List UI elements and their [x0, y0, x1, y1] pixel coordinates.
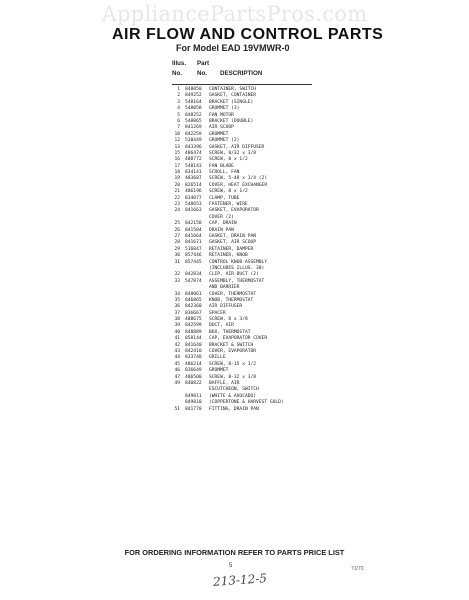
part-number: 486500 — [185, 374, 202, 380]
illus-number: 19 — [174, 176, 180, 182]
illus-number: 6 — [177, 118, 180, 124]
part-description: CONTAINER, SWITCH — [209, 87, 257, 92]
part-number: 842599 — [185, 323, 202, 329]
part-number: 834077 — [185, 195, 202, 201]
part-description: BOX, THERMOSTAT — [209, 329, 251, 335]
part-description: SCREW, 8 x 3/8 — [209, 317, 248, 323]
part-description: GROMMET — [209, 368, 229, 374]
part-description: GRILLE — [209, 355, 226, 361]
illus-number: 22 — [174, 195, 180, 201]
part-number: 836667 — [185, 310, 202, 316]
part-number: 486214 — [185, 361, 202, 367]
part-number: 849810 — [185, 400, 202, 406]
part-number: 857446 — [185, 253, 202, 259]
part-description: SCREW, 8-32 x 3/8 — [209, 374, 257, 380]
ordering-note: FOR ORDERING INFORMATION REFER TO PARTS PRICE LIST — [124, 548, 345, 557]
part-number: 483687 — [185, 176, 202, 182]
part-description: BRACKET (SINGLE) — [209, 99, 254, 105]
illus-number: 1 — [177, 87, 180, 92]
part-number: 849252 — [185, 93, 202, 99]
part-description: FASTENER, WIRE — [209, 202, 248, 208]
part-number: 849811 — [185, 393, 202, 399]
part-description: ASSEMBLY, THERMOSTAT — [209, 278, 265, 284]
part-number: 548164 — [185, 99, 202, 105]
part-number: 841504 — [185, 227, 202, 233]
part-description: AIR SCOOP — [209, 125, 234, 131]
watermark: AppliancePartsPros.com — [101, 2, 368, 26]
illus-number: 27 — [174, 233, 180, 239]
header-part-no: No. — [197, 70, 207, 77]
header-rule — [172, 84, 312, 85]
part-description: GROMMET — [209, 131, 229, 137]
illus-number: 32 — [174, 272, 180, 278]
part-number: 858144 — [185, 336, 202, 342]
part-number: 848252 — [185, 112, 202, 118]
part-description: SCREW, 8 x 1/2 — [209, 189, 248, 195]
illus-number: 51 — [174, 406, 180, 412]
part-number: 857445 — [185, 259, 202, 265]
part-description: COVER, HEAT EXCHANGER — [209, 182, 268, 188]
part-description: COVER (2) — [209, 214, 234, 220]
part-description: RETAINER, DAMPER — [209, 246, 254, 252]
part-description: GASKET, CONTAINER — [209, 93, 257, 99]
part-description: DRAIN PAN — [209, 227, 234, 233]
illus-number: 24 — [174, 208, 180, 214]
part-description: GROMMET (2) — [209, 138, 240, 144]
part-number: 538449 — [185, 138, 202, 144]
part-description: CAP, EVAPORATOR COVER — [209, 336, 268, 342]
illus-number: 10 — [174, 131, 180, 137]
illus-number: 37 — [174, 310, 180, 316]
illus-number: 42 — [174, 342, 180, 348]
illus-number: 28 — [174, 240, 180, 246]
part-number: 840822 — [185, 380, 202, 386]
illus-number: 17 — [174, 163, 180, 169]
illus-number: 26 — [174, 227, 180, 233]
part-number: 547874 — [185, 278, 202, 284]
illus-number: 21 — [174, 189, 180, 195]
illus-number: 18 — [174, 170, 180, 176]
part-number: 841640 — [185, 342, 202, 348]
part-description: GASKET, AIR DIFFUSER — [209, 144, 265, 150]
header-description: DESCRIPTION — [220, 70, 263, 77]
part-number: 488772 — [185, 157, 202, 163]
part-number: 826514 — [185, 182, 202, 188]
illus-number: 12 — [174, 138, 180, 144]
illus-number: 3 — [177, 99, 180, 105]
part-description: (WHITE & AVOCADO) — [209, 393, 257, 399]
part-number: 833740 — [185, 355, 202, 361]
part-description: GASKET, EVAPORATOR — [209, 208, 259, 214]
part-number: 848050 — [185, 87, 202, 92]
model-subtitle: For Model EAD 19VMWR-0 — [176, 43, 290, 53]
illus-number: 41 — [174, 336, 180, 342]
illus-number: 7 — [177, 125, 180, 131]
part-description: FAN MOTOR — [209, 112, 234, 118]
header-illus-no: No. — [172, 70, 182, 77]
part-number: 848061 — [185, 291, 202, 297]
part-description: CLIP, AIR DUCT (2) — [209, 272, 259, 278]
part-number: 841770 — [185, 406, 202, 412]
part-description: SCROLL, FAN — [209, 170, 240, 176]
part-description: FAN BLADE — [209, 163, 234, 169]
part-number: 842410 — [185, 349, 202, 355]
illus-number: 47 — [174, 374, 180, 380]
part-number: 548058 — [185, 106, 202, 112]
part-description: RETAINER, KNOB — [209, 253, 248, 259]
part-number: 841671 — [185, 240, 202, 246]
illus-number: 34 — [174, 291, 180, 297]
header-part: Part — [197, 60, 210, 67]
part-description: SCREW, 8-15 x 1/2 — [209, 361, 257, 367]
illus-number: 49 — [174, 380, 180, 386]
illus-number: 44 — [174, 355, 180, 361]
illus-number: 45 — [174, 361, 180, 367]
illus-number: 30 — [174, 253, 180, 259]
part-number: 842259 — [185, 131, 202, 137]
part-description: DUCT, AIR — [209, 323, 234, 329]
part-description: GROMMET (3) — [209, 106, 240, 112]
part-number: 486474 — [185, 150, 202, 156]
part-number: 548143 — [185, 163, 202, 169]
part-number: 836649 — [185, 368, 202, 374]
part-description: SCREW, 5-48 x 1/4 (2) — [209, 176, 268, 182]
illus-number: 15 — [174, 150, 180, 156]
part-number: 843396 — [185, 144, 202, 150]
part-number: 486196 — [185, 189, 202, 195]
part-description: FITTING, DRAIN PAN — [209, 406, 259, 412]
illus-number: 16 — [174, 157, 180, 163]
illus-number: 23 — [174, 202, 180, 208]
part-number: 488675 — [185, 317, 202, 323]
part-number: 516047 — [185, 246, 202, 252]
part-description: COVER, THERMOSTAT — [209, 291, 257, 297]
illus-number: 5 — [177, 112, 180, 118]
part-number: 834141 — [185, 170, 202, 176]
illus-number: 20 — [174, 182, 180, 188]
document-code: 71/70 — [351, 566, 364, 572]
part-description: CONTROL KNOB ASSEMBLY — [209, 259, 268, 265]
part-row — [172, 407, 322, 413]
part-description: GASKET, AIR SCOOP — [209, 240, 257, 246]
part-description: GASKET, DRAIN PAN — [209, 233, 257, 239]
illus-number: 2 — [177, 93, 180, 99]
header-illus: Illus. — [172, 60, 187, 67]
part-description: BAFFLE, AIR — [209, 380, 240, 386]
part-number: 548653 — [185, 202, 202, 208]
part-number: 841269 — [185, 125, 202, 131]
part-description: SCREW, 8 x 1/2 — [209, 157, 248, 163]
illus-number: 4 — [177, 106, 180, 112]
part-number: 841663 — [185, 208, 202, 214]
illus-number: 46 — [174, 368, 180, 374]
illus-number: 31 — [174, 259, 180, 265]
page-number: 5 — [229, 563, 233, 569]
part-description: SPACER — [209, 310, 226, 316]
part-description: SCREW, 8/32 x 3/8 — [209, 150, 257, 156]
part-description: ESCUTCHEON, SWITCH — [209, 387, 259, 393]
part-number: 548065 — [185, 118, 202, 124]
illus-number: 13 — [174, 144, 180, 150]
part-number: 842834 — [185, 272, 202, 278]
part-description: COVER, EVAPORATOR — [209, 349, 257, 355]
illus-number: 39 — [174, 323, 180, 329]
part-description: (INCLUDES ILLUS. 30) — [209, 265, 265, 271]
illus-number: 40 — [174, 329, 180, 335]
illus-number: 38 — [174, 317, 180, 323]
part-description: BRACKET & SWITCH — [209, 342, 254, 348]
handwritten-note: 213-12-5 — [212, 571, 268, 589]
part-number: 841664 — [185, 233, 202, 239]
parts-list — [172, 87, 322, 413]
part-number: 848889 — [185, 329, 202, 335]
illus-number: 29 — [174, 246, 180, 252]
illus-number: 25 — [174, 221, 180, 227]
part-number: 842150 — [185, 221, 202, 227]
part-description: CLAMP, TUBE — [209, 195, 240, 201]
part-description: AIR DIFFUSER — [209, 304, 243, 310]
part-number: 846865 — [185, 297, 202, 303]
part-description: BRACKET (DOUBLE) — [209, 118, 254, 124]
part-description: (COPPERTONE & HARVEST GOLD) — [209, 400, 284, 406]
page-title: AIR FLOW AND CONTROL PARTS — [112, 26, 384, 43]
illus-number: 36 — [174, 304, 180, 310]
part-description: KNOB, THERMOSTAT — [209, 297, 254, 303]
part-description: CAP, DRAIN — [209, 221, 237, 227]
illus-number: 43 — [174, 349, 180, 355]
illus-number: 33 — [174, 278, 180, 284]
part-description: AND BARRIER — [209, 285, 240, 291]
part-number: 842360 — [185, 304, 202, 310]
illus-number: 35 — [174, 297, 180, 303]
